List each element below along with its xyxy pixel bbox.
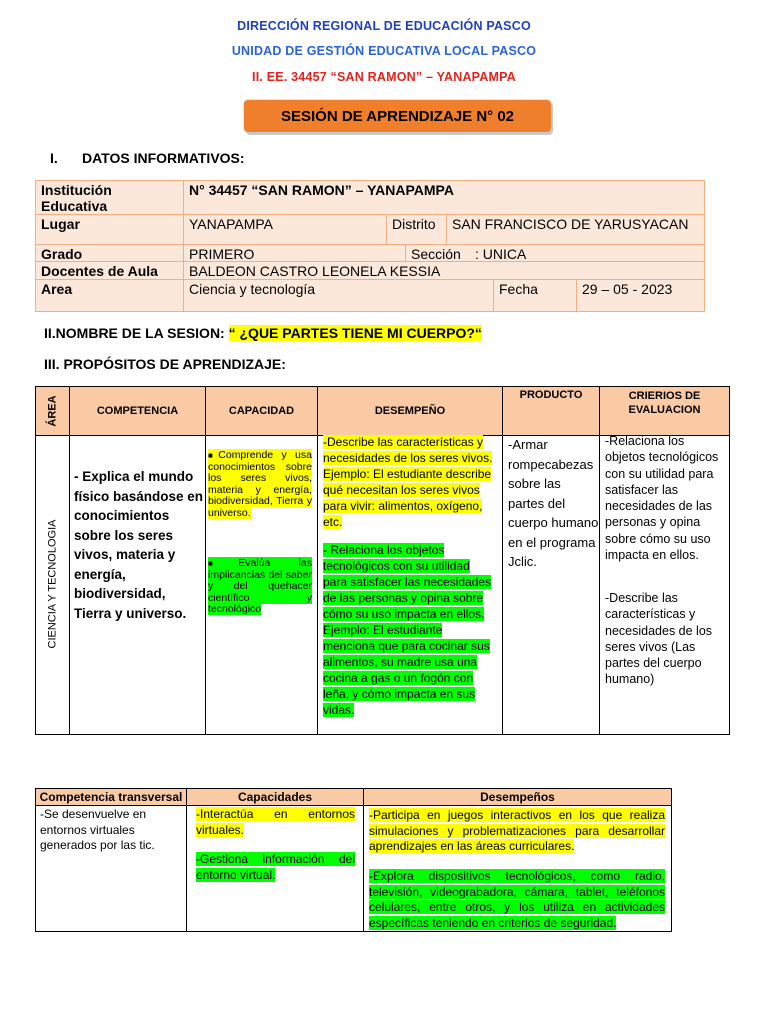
desempeno-text-1: -Describe las características y necesidades de los seres vivos. Ejemplo: El estudiante describe qué necesitan los seres vivos para vivir: alimentos, oxígeno, etc.: [323, 435, 493, 529]
seccion-label: Sección: [405, 245, 470, 262]
header-competencia-transversal: Competencia transversal: [39, 790, 183, 804]
header-ugel: UNIDAD DE GESTIÓN EDUCATIVA LOCAL PASCO: [231, 44, 537, 58]
column-divider: [363, 789, 364, 931]
transversal-capacidad-text-2: -Gestiona información del entorno virtual.: [196, 852, 355, 882]
bullet-icon: ■: [208, 559, 239, 568]
distrito-value: SAN FRANCISCO DE YARUSYACAN: [446, 215, 704, 245]
header-school: II. EE. 34457 “SAN RAMON” – YANAPAMPA: [252, 70, 516, 84]
producto-text: -Armar rompecabezas sobre las partes del cuerpo humano en el programa Jclic.: [508, 437, 599, 569]
session-title: SESIÓN DE APRENDIZAJE N° 02: [281, 107, 514, 125]
seccion-value: : UNICA: [475, 246, 527, 262]
institucion-value: N° 34457 “SAN RAMON” – YANAPAMPA: [183, 181, 704, 214]
propositos-table: [35, 386, 730, 735]
column-divider: [205, 387, 206, 734]
area-name: CIENCIA Y TECNOLOGIA: [46, 519, 59, 649]
criterio-text-1: -Relaciona los objetos tecnológicos con su utilidad para satisfacer las necesidades de las personas y opina sobre cómo su uso impacta en ellos.: [605, 434, 719, 563]
section-session-name: [44, 325, 482, 341]
desempeno-item: [323, 542, 493, 718]
header-producto: PRODUCTO: [519, 389, 583, 401]
criterio-text-2: -Describe las características y necesidades de los seres vivos (Las partes del cuerpo humano): [605, 591, 713, 687]
area-value: Ciencia y tecnología: [183, 280, 493, 312]
header-desempeno: DESEMPEÑO: [374, 405, 446, 417]
datos-row-docentes: [36, 261, 704, 280]
bullet-icon: ■: [208, 451, 219, 460]
section-number: I.: [50, 150, 58, 166]
grado-value: PRIMERO: [183, 245, 405, 262]
area-cell: [36, 435, 69, 733]
capacidad-text-1: Comprende y usa conocimientos sobre los seres vivos, materia y energía, biodiversidad, Tierra y universo.: [208, 449, 312, 519]
header-capacidad: CAPACIDAD: [228, 405, 295, 417]
capacidad-text: [208, 557, 312, 615]
header-area-text: ÁREA: [46, 395, 59, 427]
capacidad-item: [208, 558, 312, 616]
desempeno-text-2: - Relaciona los objetos tecnológicos con su utilidad para satisfacer las necesidades de las personas y opina sobre cómo su uso impacta en ellos. Ejemplo: El estudiante menciona que para cocinar sus alimentos, su madre usa una cocina a gas o un fogón con leña, y cómo impacta en sus vidas.: [323, 543, 492, 717]
transversal-desempeno-text-2: -Explora dispositivos tecnológicos, como radio, televisión, videograbadora, cámara, tablet, teléfonos celulares, entre otros, y los utiliza en actividades específicas teniendo en criterios de seguridad.: [369, 869, 665, 930]
capacidad-item: [208, 450, 312, 519]
section-propositos-title: III. PROPÓSITOS DE APRENDIZAJE:: [44, 356, 286, 372]
column-divider: [186, 789, 187, 931]
competencia-text: - Explica el mundo físico basándose en conocimientos sobre los seres vivos, materia y energía, biodiversidad, Tierra y universo.: [74, 469, 204, 621]
column-divider: [69, 387, 70, 734]
header-area: [36, 387, 69, 435]
area-label: Area: [41, 281, 73, 297]
desempeno-item: [323, 434, 493, 530]
docentes-label: Docentes de Aula: [41, 263, 158, 279]
column-divider: [502, 387, 503, 734]
transversal-table: [35, 788, 672, 932]
header-desempenos: Desempeños: [480, 790, 555, 804]
transversal-desempeno-item: [369, 869, 665, 931]
session-title-banner: [244, 100, 551, 132]
section-title-text: DATOS INFORMATIVOS:: [82, 150, 245, 166]
lugar-label: Lugar: [41, 216, 80, 232]
transversal-competencia-text: -Se desenvuelve en entornos virtuales generados por las tic.: [40, 807, 155, 852]
datos-row-institucion: [36, 181, 704, 214]
column-divider: [317, 387, 318, 734]
distrito-label: Distrito: [386, 215, 446, 245]
header-regional-direction: DIRECCIÓN REGIONAL DE EDUCACIÓN PASCO: [237, 19, 531, 33]
transversal-capacidad-item: [196, 852, 355, 883]
transversal-capacidad-text-1: -Interactúa en entornos virtuales.: [196, 807, 355, 837]
transversal-desempeno-item: [369, 808, 665, 855]
section-datos-title: [50, 150, 245, 166]
header-capacidades: Capacidades: [237, 790, 313, 804]
fecha-label: Fecha: [493, 280, 576, 312]
capacidad-text-2: Evalúa las implicancias del saber y del quehacer científico y tecnológico: [208, 557, 312, 615]
institucion-label: Institución Educativa: [41, 182, 112, 214]
docentes-value: BALDEON CASTRO LEONELA KESSIA: [183, 262, 704, 280]
lugar-value: YANAPAMPA: [183, 215, 386, 245]
grado-label: Grado: [41, 246, 83, 262]
session-name-title: “ ¿QUE PARTES TIENE MI CUERPO?“: [228, 325, 482, 341]
transversal-capacidad-item: [196, 807, 355, 838]
datos-row-grado: [36, 244, 704, 262]
datos-informativos-table: [35, 180, 705, 312]
datos-row-lugar: [36, 214, 704, 245]
session-name-label: II.NOMBRE DE LA SESION:: [44, 325, 229, 341]
transversal-desempeno-text-1: -Participa en juegos interactivos en los que realiza simulaciones y problematizaciones para desarrollar aprendizajes en las áreas curriculares.: [369, 808, 665, 853]
header-criterios: CRIERIOS DE EVALUACION: [628, 390, 701, 416]
capacidad-text: [208, 449, 312, 519]
header-competencia: COMPETENCIA: [96, 405, 179, 417]
fecha-value: 29 – 05 - 2023: [576, 280, 704, 312]
datos-row-area: [36, 279, 704, 312]
